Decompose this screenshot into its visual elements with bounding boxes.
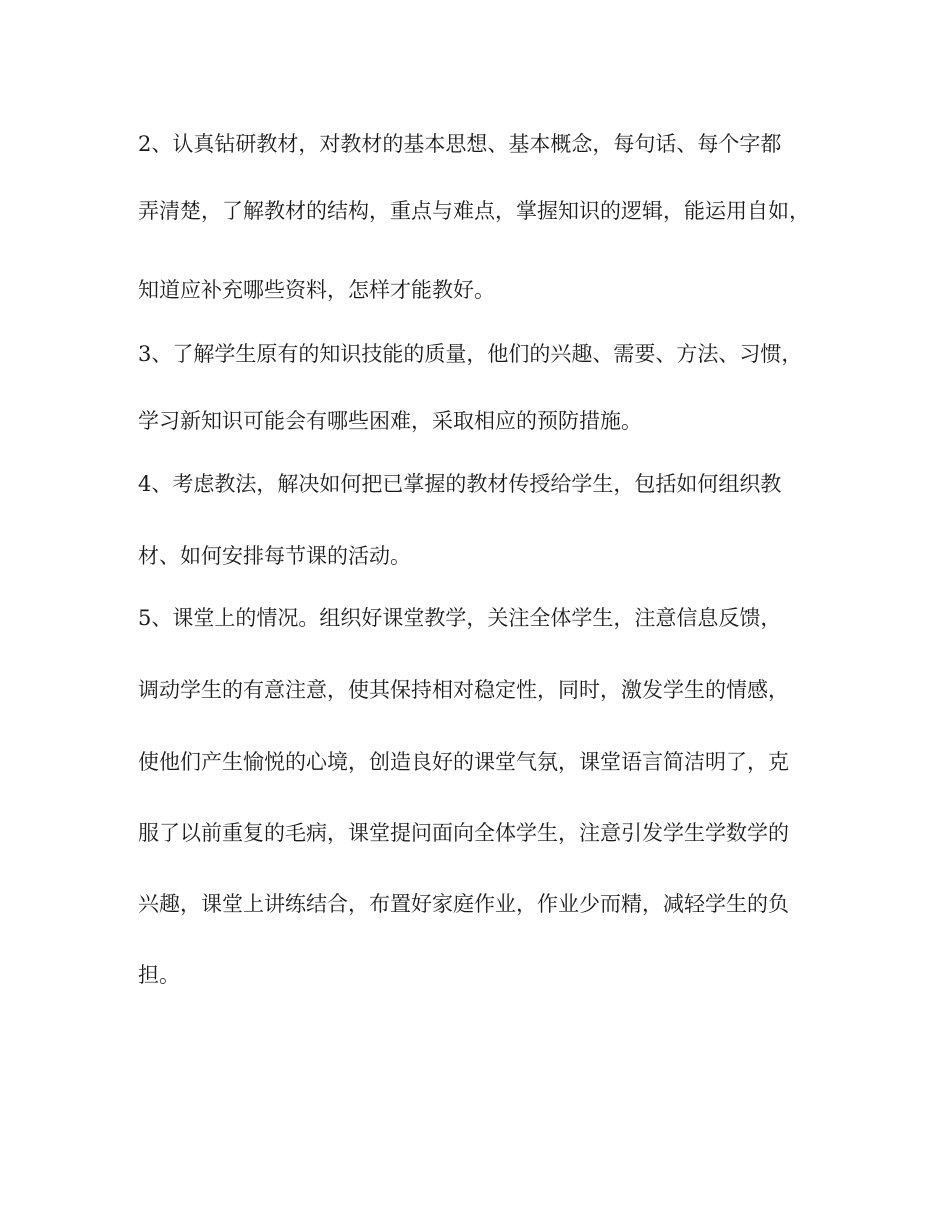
paragraph-2-line-1: 2、认真钻研教材，对教材的基本思想、基本概念，每句话、每个字都 xyxy=(138,132,782,156)
paragraph-5-line-6: 担。 xyxy=(138,963,180,987)
paragraph-4-line-2: 材、如何安排每节课的活动。 xyxy=(138,544,411,568)
paragraph-5-line-5: 兴趣，课堂上讲练结合，布置好家庭作业，作业少而精，减轻学生的负 xyxy=(138,892,789,916)
paragraph-2-line-2: 弄清楚，了解教材的结构，重点与难点，掌握知识的逻辑，能运用自如， xyxy=(138,199,810,223)
paragraph-2-line-3: 知道应补充哪些资料，怎样才能教好。 xyxy=(138,278,495,302)
paragraph-3-line-1: 3、了解学生原有的知识技能的质量，他们的兴趣、需要、方法、习惯， xyxy=(138,342,803,366)
paragraph-5-line-2: 调动学生的有意注意，使其保持相对稳定性，同时，激发学生的情感， xyxy=(138,678,789,702)
paragraph-3-line-2: 学习新知识可能会有哪些困难，采取相应的预防措施。 xyxy=(138,409,642,433)
paragraph-5-line-1: 5、课堂上的情况。组织好课堂教学，关注全体学生，注意信息反馈， xyxy=(138,606,782,630)
paragraph-5-line-4: 服了以前重复的毛病，课堂提问面向全体学生，注意引发学生学数学的 xyxy=(138,821,789,845)
paragraph-5-line-3: 使他们产生愉悦的心境，创造良好的课堂气氛，课堂语言简洁明了，克 xyxy=(138,750,789,774)
paragraph-4-line-1: 4、考虑教法，解决如何把已掌握的教材传授给学生，包括如何组织教 xyxy=(138,472,782,496)
